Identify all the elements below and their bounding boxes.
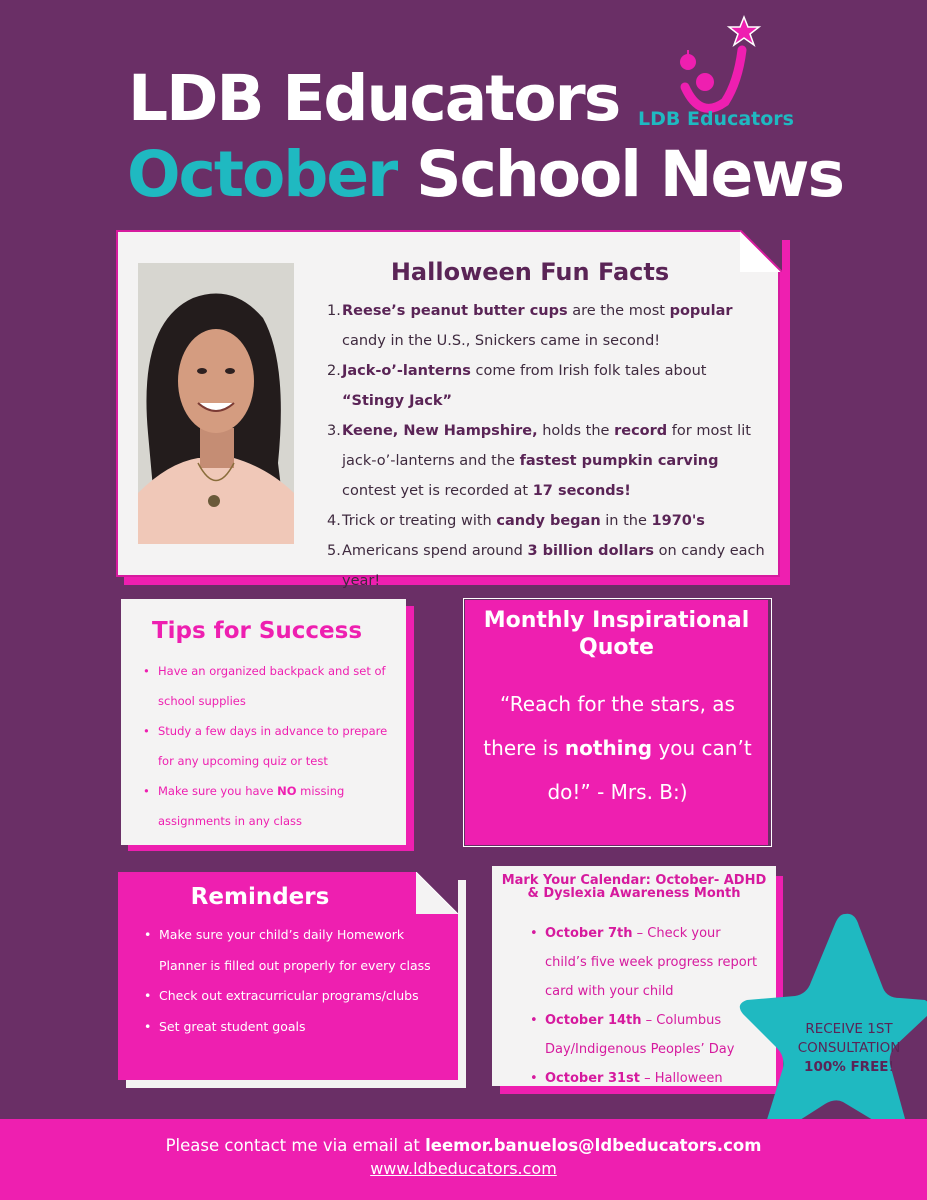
page-fold-icon [416, 872, 458, 914]
promo-bold: 100% FREE [804, 1059, 889, 1075]
fact-bold: candy began [496, 513, 601, 529]
teacher-photo [138, 263, 294, 544]
list-item [322, 296, 767, 356]
promo-line [766, 1058, 927, 1077]
promo-line: RECEIVE 1ST [805, 1021, 893, 1037]
promo-line: CONSULTATION [797, 1040, 901, 1056]
fact-bold: Keene, New Hampshire, [342, 423, 538, 439]
calendar-date: October 31st [545, 1071, 641, 1086]
calendar-text: – Columbus Day/Indigenous Peoples’ Day [545, 1013, 735, 1057]
contact-text: Please contact me via email at [165, 1136, 426, 1155]
fact-text: Trick or treating with [342, 513, 497, 529]
page-fold-icon [740, 230, 782, 272]
tips-list [141, 656, 396, 836]
calendar-text: – Check your child’s five week progress report card with your child [545, 926, 758, 999]
fact-text: contest yet is recorded at [342, 483, 533, 499]
calendar-title: Mark Your Calendar: October- ADHD & Dyslexia Awareness Month [501, 873, 767, 901]
fact-text: Americans spend around [342, 543, 528, 559]
calendar-text: – Halloween [640, 1071, 723, 1086]
list-number: 4. [327, 513, 341, 529]
halloween-facts-list [322, 296, 767, 596]
promo-text [766, 1020, 927, 1077]
tip-bold: NO [277, 784, 297, 798]
website-link[interactable]: www.ldbeducators.com [370, 1159, 557, 1178]
fact-text: holds the [537, 423, 615, 439]
list-item: • Set great student goals [142, 1012, 442, 1043]
quote-text-part: “Reach for the stars, as there is [483, 692, 735, 760]
footer-contact [0, 1136, 927, 1155]
list-item: • Study a few days in advance to prepare for any upcoming quiz or test [141, 716, 396, 776]
list-item [141, 776, 396, 836]
logo-text: LDB Educators [638, 108, 794, 130]
fact-bold: Reese’s peanut butter cups [342, 303, 568, 319]
list-item [322, 506, 767, 536]
fact-text: for most lit jack-o’-lanterns and the [342, 423, 751, 469]
list-item [528, 919, 763, 1006]
halloween-title: Halloween Fun Facts [390, 258, 670, 286]
calendar-date: October 14th [545, 1013, 642, 1028]
list-number: 5. [327, 543, 341, 559]
title-rest: School News [396, 138, 843, 211]
fact-bold: 3 billion dollars [527, 543, 655, 559]
fact-bold: 1970's [651, 513, 705, 529]
list-item: • Check out extracurricular programs/clubs [142, 981, 442, 1012]
fact-bold: popular [669, 303, 733, 319]
tips-title: Tips for Success [151, 618, 363, 644]
calendar-date: October 7th [545, 926, 633, 941]
newsletter-title-line2 [127, 138, 843, 211]
quote-title: Monthly Inspirational Quote [483, 608, 750, 660]
fact-text: come from Irish folk tales about [470, 363, 707, 379]
list-item [528, 1064, 763, 1093]
list-item [528, 1006, 763, 1064]
fact-text: are the most [567, 303, 670, 319]
fact-bold: 17 seconds! [532, 483, 631, 499]
list-number: 3. [327, 423, 341, 439]
fact-bold: Jack-o’-lanterns [342, 363, 471, 379]
list-number: 2. [327, 363, 341, 379]
tip-text: Make sure you have [158, 784, 278, 798]
quote-bold: nothing [564, 736, 653, 760]
quote-text [475, 682, 760, 814]
fact-bold: record [614, 423, 668, 439]
tip-text: missing assignments in any class [158, 784, 345, 828]
list-item [322, 356, 767, 416]
fact-bold: fastest pumpkin carving [519, 453, 719, 469]
calendar-list [528, 919, 763, 1093]
promo-end: ! [888, 1059, 894, 1075]
list-number: 1. [327, 303, 341, 319]
list-item [322, 536, 767, 596]
quote-text-part: you can’t do!” - Mrs. B:) [547, 736, 752, 804]
fact-text: candy in the U.S., Snickers came in second! [342, 333, 661, 349]
list-item: • Make sure your child’s daily Homework Planner is filled out properly for every class [142, 920, 442, 981]
list-item [322, 416, 767, 506]
title-month: October [127, 138, 397, 211]
fact-bold: “Stingy Jack” [342, 393, 453, 409]
reminders-title: Reminders [190, 884, 330, 910]
newsletter-title-line1: LDB Educators [128, 62, 620, 135]
fact-text: on candy each year! [342, 543, 765, 589]
email-link[interactable]: leemor.banuelos@ldbeducators.com [425, 1136, 762, 1155]
fact-text: in the [600, 513, 652, 529]
reminders-list [142, 920, 442, 1042]
list-item: • Have an organized backpack and set of school supplies [141, 656, 396, 716]
